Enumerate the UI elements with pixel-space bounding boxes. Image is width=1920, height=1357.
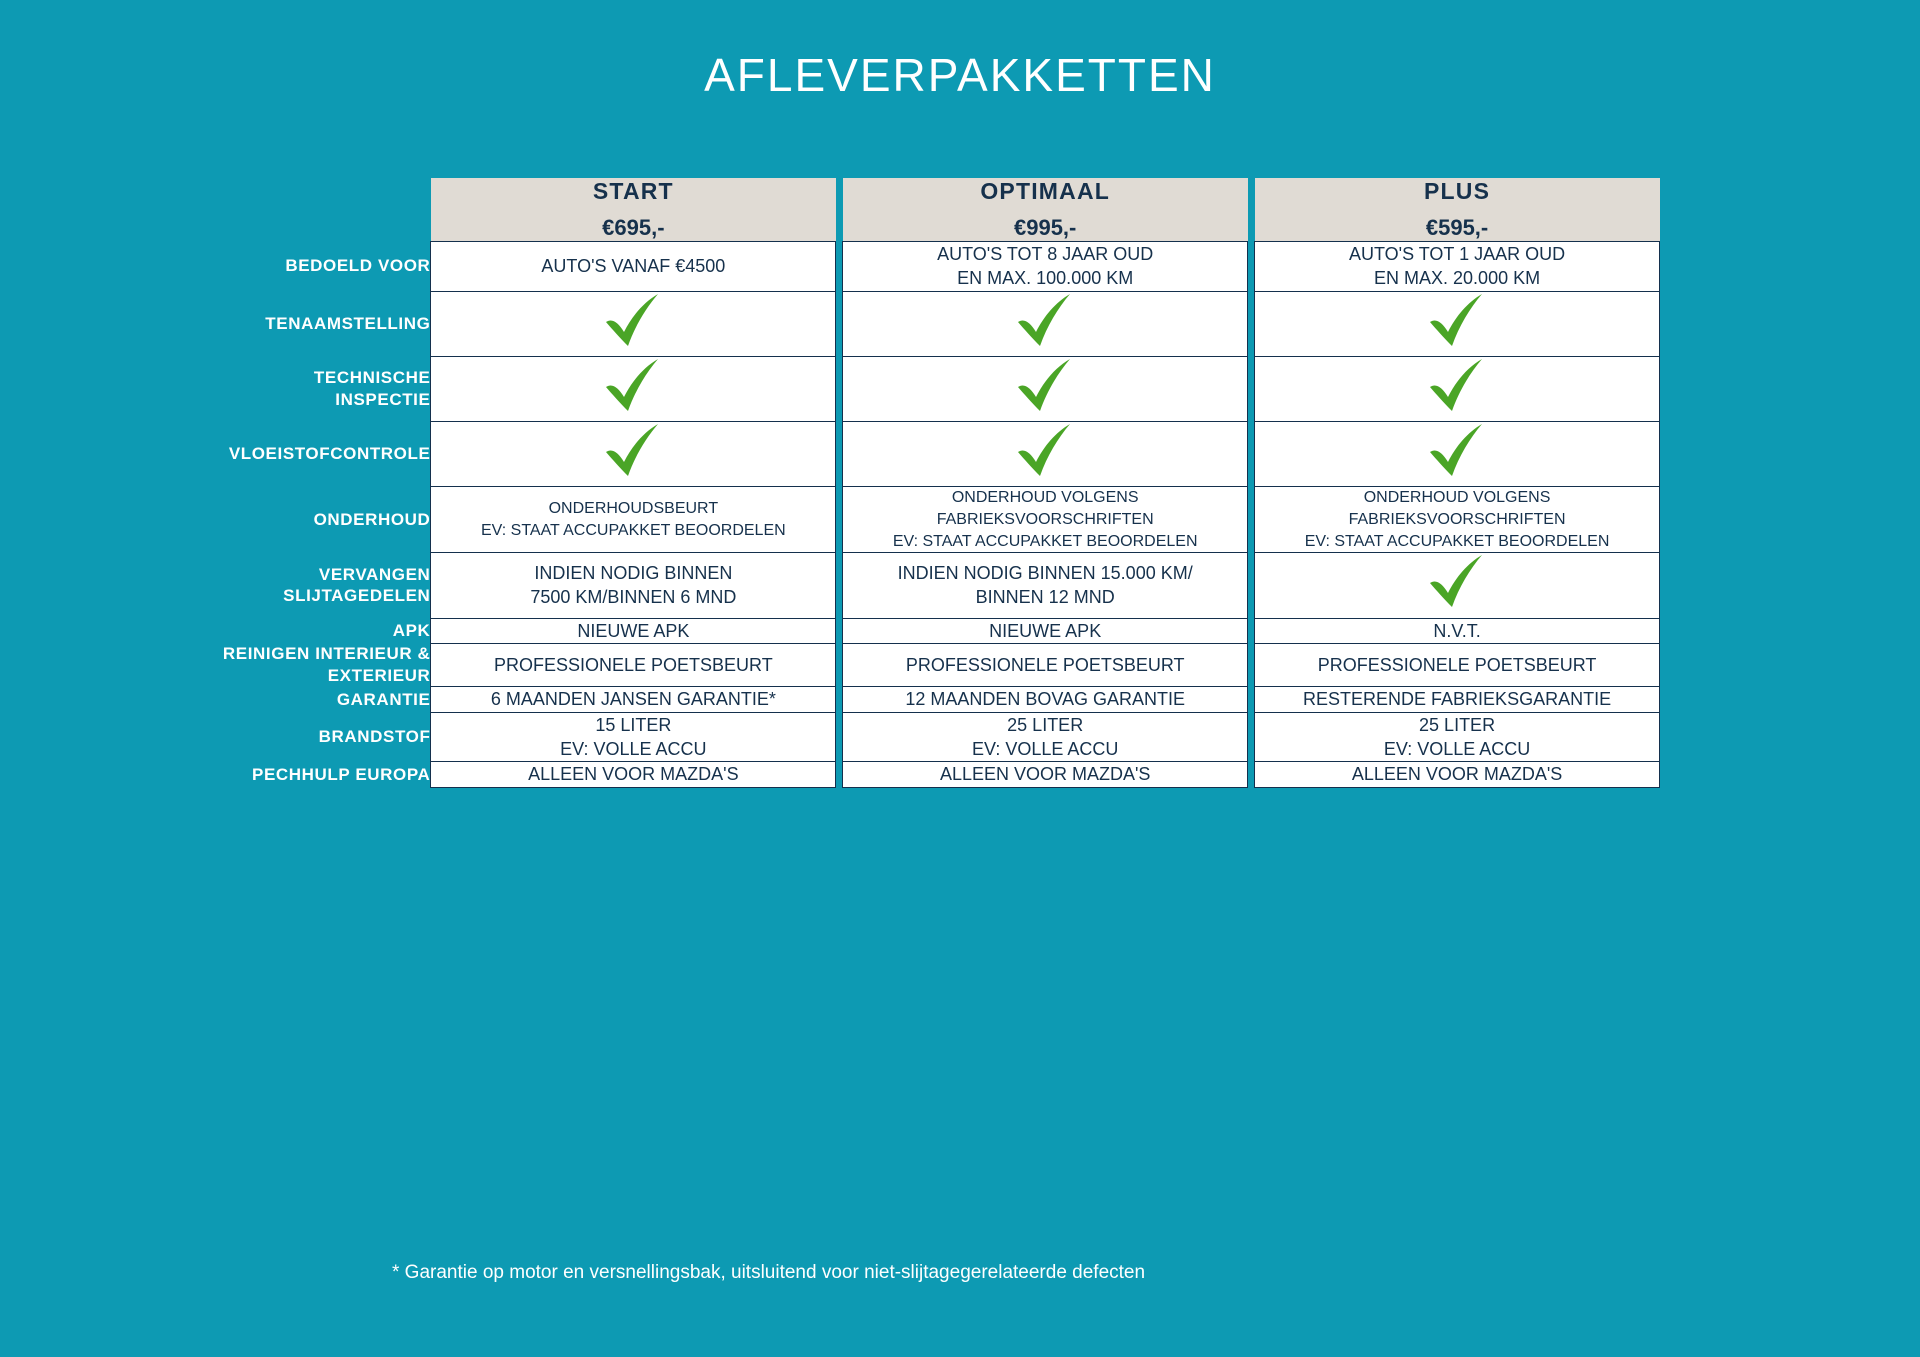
cell-text [431,487,836,553]
cell-check [431,422,836,487]
row-label-line: APK [392,620,431,640]
row-label [120,643,431,687]
cell-line: PROFESSIONELE POETSBEURT [1317,654,1597,675]
cell-text [843,643,1248,687]
table-body [120,242,1660,788]
cell-text [843,687,1248,712]
cell-check [1255,356,1660,421]
cell-line: ONDERHOUD VOLGENS [1363,489,1551,507]
row-label-line: REINIGEN INTERIEUR & [222,644,431,664]
row-label-line: VLOEISTOFCONTROLE [228,444,431,464]
cell-line: 6 MAANDEN JANSEN GARANTIE* [490,689,776,710]
row-label-line: VERVANGEN [318,564,431,584]
cell-text [1255,687,1660,712]
column-divider [1248,762,1255,787]
row-label-line: TENAAMSTELLING [265,313,431,333]
column-divider [1248,618,1255,643]
cell-line: RESTERENDE FABRIEKSGARANTIE [1303,689,1612,710]
row-label [120,422,431,487]
cell-line: PROFESSIONELE POETSBEURT [493,654,773,675]
cell-line: 25 LITER [1419,714,1496,735]
cell-line: ONDERHOUD VOLGENS [951,489,1139,507]
checkmark-icon [1426,422,1488,480]
table-header [120,178,1660,242]
cell-line: NIEUWE APK [989,620,1102,641]
cell-line: AUTO'S TOT 8 JAAR OUD [937,244,1154,264]
cell-text [1255,487,1660,553]
cell-text [1255,712,1660,762]
row-label [120,553,431,618]
cell-line: ONDERHOUDSBEURT [548,500,719,518]
row-label [120,356,431,421]
table-row [120,291,1660,356]
cell-check [843,356,1248,421]
cell-line: 7500 KM/BINNEN 6 MND [530,587,737,608]
row-label [120,242,431,292]
cell-line: EV: STAAT ACCUPAKKET BEOORDELEN [481,521,786,539]
column-divider [836,553,843,618]
packages-table [120,178,1660,788]
row-label-line: PECHHULP EUROPA [252,764,431,784]
row-label-line: GARANTIE [336,689,431,709]
cell-text [431,762,836,787]
checkmark-icon [1014,357,1076,415]
cell-check [1255,553,1660,618]
cell-text [431,618,836,643]
cell-line: INDIEN NODIG BINNEN 15.000 KM/ [897,563,1193,584]
table-row [120,487,1660,553]
package-name: START [592,178,674,204]
cell-text [843,712,1248,762]
cell-line: AUTO'S VANAF €4500 [541,256,726,277]
cell-text [431,687,836,712]
row-label-line: TECHNISCHE [313,368,431,388]
column-divider [1248,422,1255,487]
cell-text [1255,643,1660,687]
cell-text [843,762,1248,787]
cell-check [1255,422,1660,487]
row-label [120,618,431,643]
cell-line: FABRIEKSVOORSCHRIFTEN [936,511,1154,529]
cell-line: 12 MAANDEN BOVAG GARANTIE [905,689,1186,710]
table-row [120,687,1660,712]
package-header-start [431,178,836,242]
column-divider [836,618,843,643]
column-divider [836,712,843,762]
cell-text [431,242,836,292]
cell-line: NIEUWE APK [577,620,690,641]
row-label [120,487,431,553]
row-label-line: BRANDSTOF [318,727,431,747]
column-divider [1248,712,1255,762]
package-header-optimaal [843,178,1248,242]
row-label [120,291,431,356]
table-row [120,422,1660,487]
cell-line: EN MAX. 100.000 KM [957,268,1134,289]
cell-text [1255,762,1660,787]
checkmark-icon [602,292,664,350]
column-divider [1248,643,1255,687]
footnote: * Garantie op motor en versnellingsbak, uitsluitend voor niet-slijtagegerelateerde defecten [392,1262,1146,1283]
column-divider [836,643,843,687]
table-row [120,643,1660,687]
cell-text [843,487,1248,553]
row-label [120,762,431,787]
row-label-line: INSPECTIE [335,390,431,410]
package-header-plus [1255,178,1660,242]
cell-line: BINNEN 12 MND [975,587,1115,608]
cell-line: N.V.T. [1433,620,1481,641]
cell-text [431,553,836,618]
header-row [120,178,1660,242]
cell-line: INDIEN NODIG BINNEN [534,563,733,584]
cell-check [431,356,836,421]
cell-line: ALLEEN VOOR MAZDA'S [1351,764,1563,785]
checkmark-icon [1426,357,1488,415]
table-row [120,762,1660,787]
checkmark-icon [1426,553,1488,611]
cell-line: EV: VOLLE ACCU [1383,738,1531,759]
table-row [120,553,1660,618]
column-divider [836,687,843,712]
cell-text [1255,618,1660,643]
column-divider [1248,553,1255,618]
cell-line: EV: STAAT ACCUPAKKET BEOORDELEN [1304,532,1610,550]
column-divider [1248,487,1255,553]
column-divider [836,291,843,356]
cell-line: EV: STAAT ACCUPAKKET BEOORDELEN [892,532,1198,550]
cell-text [843,618,1248,643]
cell-line: FABRIEKSVOORSCHRIFTEN [1348,511,1566,529]
cell-text [843,553,1248,618]
column-divider [1248,356,1255,421]
cell-check [843,291,1248,356]
column-divider [836,242,843,292]
package-price: €995,- [1013,215,1077,240]
cell-line: 15 LITER [595,714,672,735]
package-name: PLUS [1423,178,1491,204]
table-row [120,356,1660,421]
package-price: €695,- [602,215,665,240]
package-price: €595,- [1425,215,1489,240]
header-corner-empty [120,178,431,242]
column-divider [836,356,843,421]
cell-check [843,422,1248,487]
column-divider [1248,687,1255,712]
column-divider [836,487,843,553]
row-label-line: BEDOELD VOOR [285,256,431,276]
column-divider [1248,291,1255,356]
packages-table-container [120,178,1660,788]
cell-line: PROFESSIONELE POETSBEURT [905,654,1185,675]
table-row [120,242,1660,292]
row-label-line: EXTERIEUR [327,666,431,686]
cell-line: EV: VOLLE ACCU [971,738,1119,759]
checkmark-icon [602,357,664,415]
cell-line: EV: VOLLE ACCU [560,738,707,759]
table-row [120,618,1660,643]
package-name: OPTIMAAL [980,178,1111,204]
cell-line: ALLEEN VOOR MAZDA'S [528,764,739,785]
checkmark-icon [1014,422,1076,480]
header-divider [1248,178,1255,242]
cell-text [1255,242,1660,292]
row-label [120,712,431,762]
cell-line: AUTO'S TOT 1 JAAR OUD [1348,244,1566,264]
row-label [120,687,431,712]
cell-line: 25 LITER [1007,714,1084,735]
cell-text [431,712,836,762]
checkmark-icon [1014,292,1076,350]
table-row [120,712,1660,762]
row-label-line: SLIJTAGEDELEN [283,586,431,606]
checkmark-icon [1426,292,1488,350]
cell-line: ALLEEN VOOR MAZDA'S [939,764,1151,785]
column-divider [836,762,843,787]
page-title: AFLEVERPAKKETTEN [704,49,1216,101]
cell-check [1255,291,1660,356]
cell-line: EN MAX. 20.000 KM [1374,268,1541,289]
column-divider [1248,242,1255,292]
header-divider [836,178,843,242]
cell-check [431,291,836,356]
column-divider [836,422,843,487]
row-label-line: ONDERHOUD [313,510,431,529]
cell-text [431,643,836,687]
checkmark-icon [602,422,664,480]
cell-text [843,242,1248,292]
